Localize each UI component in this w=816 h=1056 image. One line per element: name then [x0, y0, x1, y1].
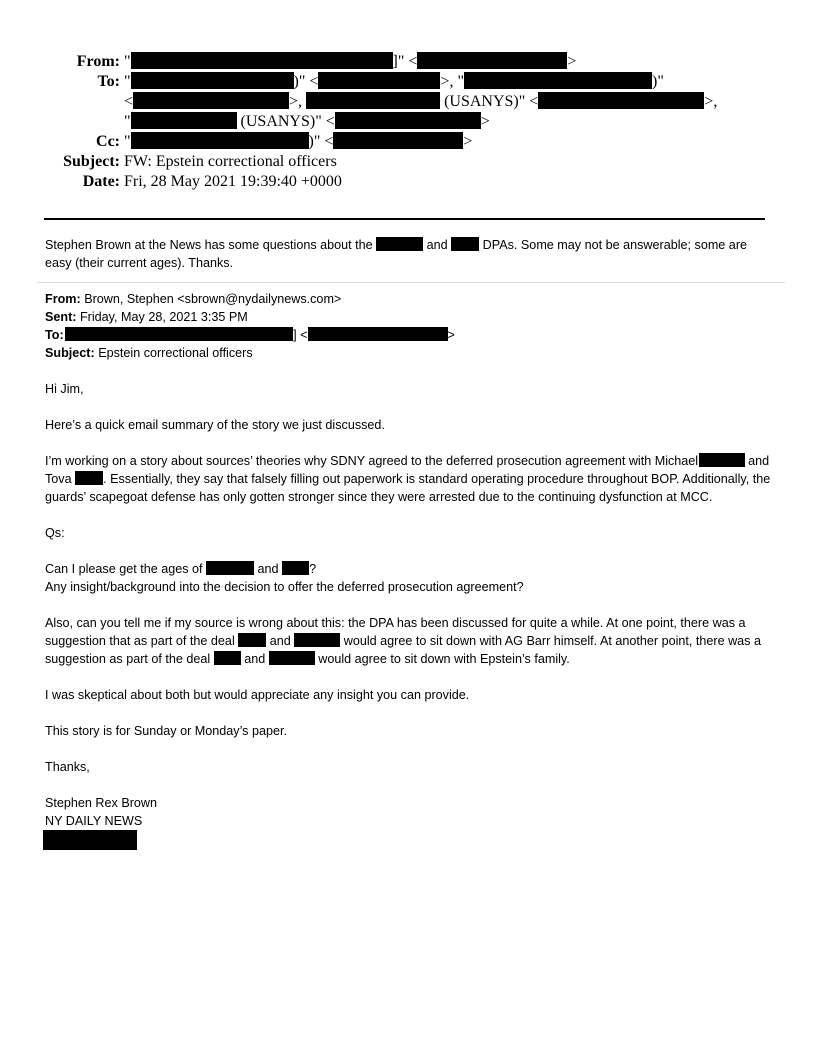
source-text: Also, can you tell me if my source is wrong about this: the DPA has been discussed for quite a while. At one point, there was a suggestion that as part of the deal — [45, 616, 746, 648]
cc-label: Cc: — [96, 133, 120, 150]
separator-text: >, " — [440, 73, 464, 90]
fwd-to-row — [45, 326, 775, 344]
quote-text: " — [124, 133, 131, 150]
skeptical-line: I was skeptical about both but would appreciate any insight you can provide. — [45, 688, 470, 702]
fwd-sent-value: Friday, May 28, 2021 3:35 PM — [79, 310, 248, 324]
redaction — [131, 112, 237, 129]
separator-text: ]" < — [392, 53, 418, 70]
redaction — [699, 453, 745, 467]
redaction — [308, 327, 448, 341]
question-1 — [45, 560, 775, 578]
to-value-line-3 — [124, 112, 490, 132]
from-label: From: — [76, 53, 120, 70]
fwd-sent-label: Sent: — [45, 310, 77, 324]
separator-text: < — [124, 93, 134, 110]
fwd-from-value: Brown, Stephen <sbrown@nydailynews.com> — [84, 292, 342, 306]
redaction — [318, 72, 440, 89]
redaction — [417, 52, 567, 69]
fwd-from-row — [45, 290, 775, 308]
signature-name: Stephen Rex Brown — [45, 796, 158, 810]
source-and: and — [269, 634, 291, 648]
header-to-row-2 — [0, 92, 816, 112]
q1-and: and — [257, 562, 279, 576]
fwd-from-label: From: — [45, 292, 81, 306]
redaction — [335, 112, 481, 129]
story-text-3: . Essentially, they say that falsely filling out paperwork is standard operating procedure throughout BOP. Additionally, the guards’ scapegoat defense has only gotten stronger since they were arrested due to the continuing dysfunction at MCC. — [45, 472, 771, 504]
from-value — [124, 52, 576, 72]
redaction — [306, 92, 440, 109]
fwd-subject-row — [45, 344, 775, 362]
thanks-line: Thanks, — [45, 760, 90, 774]
quote-text: " — [124, 53, 131, 70]
separator-text: > — [480, 113, 490, 130]
forward-divider — [37, 282, 785, 283]
fwd-subject-value: Epstein correctional officers — [98, 346, 253, 360]
redaction — [269, 651, 315, 665]
signature-org: NY DAILY NEWS — [45, 814, 143, 828]
redaction — [333, 132, 463, 149]
redaction — [133, 92, 289, 109]
redaction — [214, 651, 241, 665]
paper-line: This story is for Sunday or Monday’s paper. — [45, 724, 287, 738]
intro-text: Stephen Brown at the News has some questions about the — [45, 238, 373, 252]
redaction — [238, 633, 266, 647]
q1-end: ? — [309, 562, 317, 576]
redaction — [376, 237, 423, 251]
header-date-row — [0, 172, 816, 192]
to-value-line-2 — [124, 92, 717, 112]
redaction — [206, 561, 254, 575]
source-text-3: would agree to sit down with Epstein’s family. — [318, 652, 570, 666]
usanys-text: (USANYS)" < — [444, 93, 539, 110]
cc-value — [124, 132, 472, 152]
intro-and: and — [426, 238, 448, 252]
source-paragraph — [45, 614, 775, 668]
redaction — [65, 327, 293, 341]
header-to-row-3 — [0, 112, 816, 132]
redaction — [451, 237, 479, 251]
source-text-2: would agree to sit down with AG Barr himself. At another point, there was a suggestion as part of the deal — [45, 634, 761, 666]
source-and-2: and — [244, 652, 266, 666]
fwd-to-label: To: — [45, 328, 64, 342]
redaction — [75, 471, 103, 485]
subject-label: Subject: — [63, 153, 120, 170]
redaction — [131, 52, 393, 69]
to-label: To: — [97, 73, 120, 90]
summary-line: Here’s a quick email summary of the story we just discussed. — [45, 418, 385, 432]
fwd-to-end: > — [447, 328, 455, 342]
story-text-2: and Tova — [45, 454, 770, 486]
redaction — [43, 830, 137, 850]
fwd-sent-row — [45, 308, 775, 326]
email-body — [45, 236, 775, 850]
redaction — [538, 92, 704, 109]
intro-text-2: DPAs. Some may not be answerable; some are easy (their current ages). Thanks. — [45, 238, 748, 270]
usanys-text: (USANYS)" < — [240, 113, 335, 130]
header-divider — [44, 218, 765, 220]
separator-text: > — [463, 133, 473, 150]
subject-value: FW: Epstein correctional officers — [124, 153, 337, 170]
date-value: Fri, 28 May 2021 19:39:40 +0000 — [124, 173, 342, 190]
header-subject-row — [0, 152, 816, 172]
email-header — [0, 52, 816, 192]
separator-text: )" < — [308, 133, 334, 150]
header-from-row — [0, 52, 816, 72]
q1-text: Can I please get the ages of — [45, 562, 203, 576]
greeting: Hi Jim, — [45, 382, 84, 396]
separator-text: )" — [651, 73, 664, 90]
separator-text: > — [567, 53, 577, 70]
redaction — [282, 561, 309, 575]
forwarded-header — [45, 290, 775, 362]
question-2: Any insight/background into the decision to offer the deferred prosecution agreement? — [45, 580, 524, 594]
header-cc-row — [0, 132, 816, 152]
date-label: Date: — [82, 173, 120, 190]
separator-text: >, — [704, 93, 718, 110]
redaction — [294, 633, 340, 647]
header-to-row — [0, 72, 816, 92]
story-paragraph — [45, 452, 775, 506]
story-text: I’m working on a story about sources’ theories why SDNY agreed to the deferred prosecution agreement with Michael — [45, 454, 699, 468]
separator-text: >, — [289, 93, 303, 110]
quote-text: " — [124, 113, 131, 130]
fwd-subject-label: Subject: — [45, 346, 95, 360]
quote-text: " — [124, 73, 131, 90]
redaction — [131, 132, 309, 149]
to-value-line-1 — [124, 72, 664, 92]
qs-heading: Qs: — [45, 526, 65, 540]
separator-text: )" < — [293, 73, 319, 90]
fwd-to-sep: ] < — [293, 328, 308, 342]
redaction — [131, 72, 294, 89]
redaction — [464, 72, 652, 89]
intro-paragraph — [45, 236, 775, 272]
